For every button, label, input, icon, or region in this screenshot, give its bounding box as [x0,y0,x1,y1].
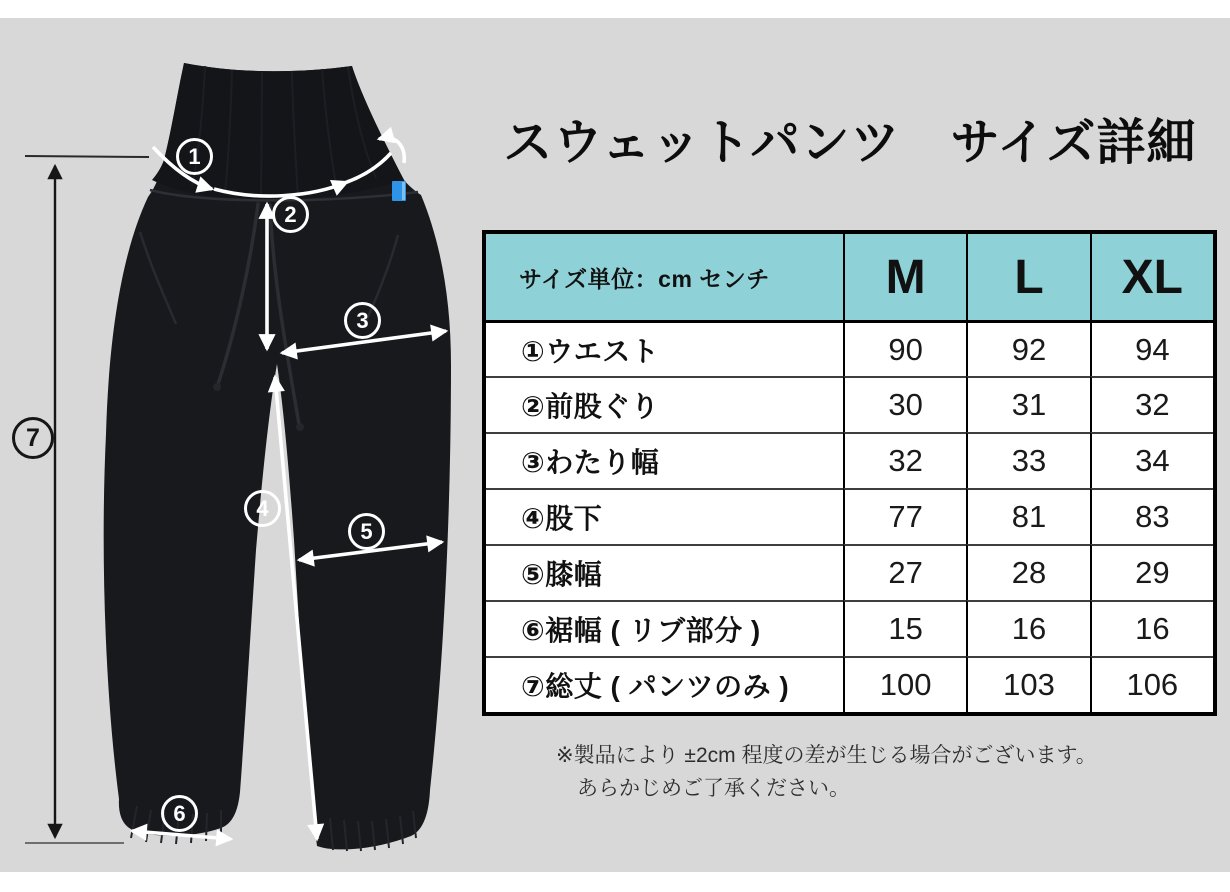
pants-silhouette [104,63,451,851]
measure-badge-7: 7 [12,417,54,459]
row-label: ④股下 [486,488,843,544]
table-cell: 94 [1090,320,1213,376]
drawstring-aglet [296,423,304,431]
row-label: ⑥裾幅 ( リブ部分 ) [486,600,843,656]
pants-measurement-figure [0,0,480,892]
table-cell: 83 [1090,488,1213,544]
measure-badge-1: 1 [176,138,213,175]
measure-badge-4: 4 [244,490,281,527]
table-cell: 28 [966,544,1089,600]
drawstring-aglet [213,383,221,391]
measure-badge-6: 6 [161,795,198,832]
footnote-line-1: ※製品により ±2cm 程度の差が生じる場合がございます。 [556,744,1097,767]
table-cell: 32 [1090,376,1213,432]
page-title: スウェットパンツ サイズ詳細 [503,116,1197,170]
table-cell: 77 [843,488,966,544]
table-cell: 30 [843,376,966,432]
table-cell: 34 [1090,432,1213,488]
measure-badge-2: 2 [272,196,309,233]
tolerance-footnote [556,739,1097,805]
footnote-line-2: あらかじめご了承ください。 [577,777,850,800]
size-header-m: M [843,234,966,320]
table-cell: 106 [1090,656,1213,712]
table-cell: 33 [966,432,1089,488]
unit-header-cell: サイズ単位：cm センチ [486,234,843,320]
row-label: ⑦総丈 ( パンツのみ ) [486,656,843,712]
table-cell: 103 [966,656,1089,712]
table-cell: 16 [1090,600,1213,656]
row-label: ③わたり幅 [486,432,843,488]
measure-badge-3: 3 [344,302,381,339]
table-cell: 27 [843,544,966,600]
row-label: ①ウエスト [486,320,843,376]
table-cell: 81 [966,488,1089,544]
row-label: ⑤膝幅 [486,544,843,600]
table-cell: 100 [843,656,966,712]
table-cell: 16 [966,600,1089,656]
size-header-l: L [966,234,1089,320]
top-reference-line [25,156,149,157]
table-cell: 92 [966,320,1089,376]
table-cell: 90 [843,320,966,376]
blue-brand-tag [392,181,406,201]
size-header-xl: XL [1090,234,1213,320]
table-cell: 31 [966,376,1089,432]
measure-badge-5: 5 [348,513,385,550]
size-table [482,230,1217,716]
table-cell: 29 [1090,544,1213,600]
row-label: ②前股ぐり [486,376,843,432]
table-cell: 32 [843,432,966,488]
table-cell: 15 [843,600,966,656]
